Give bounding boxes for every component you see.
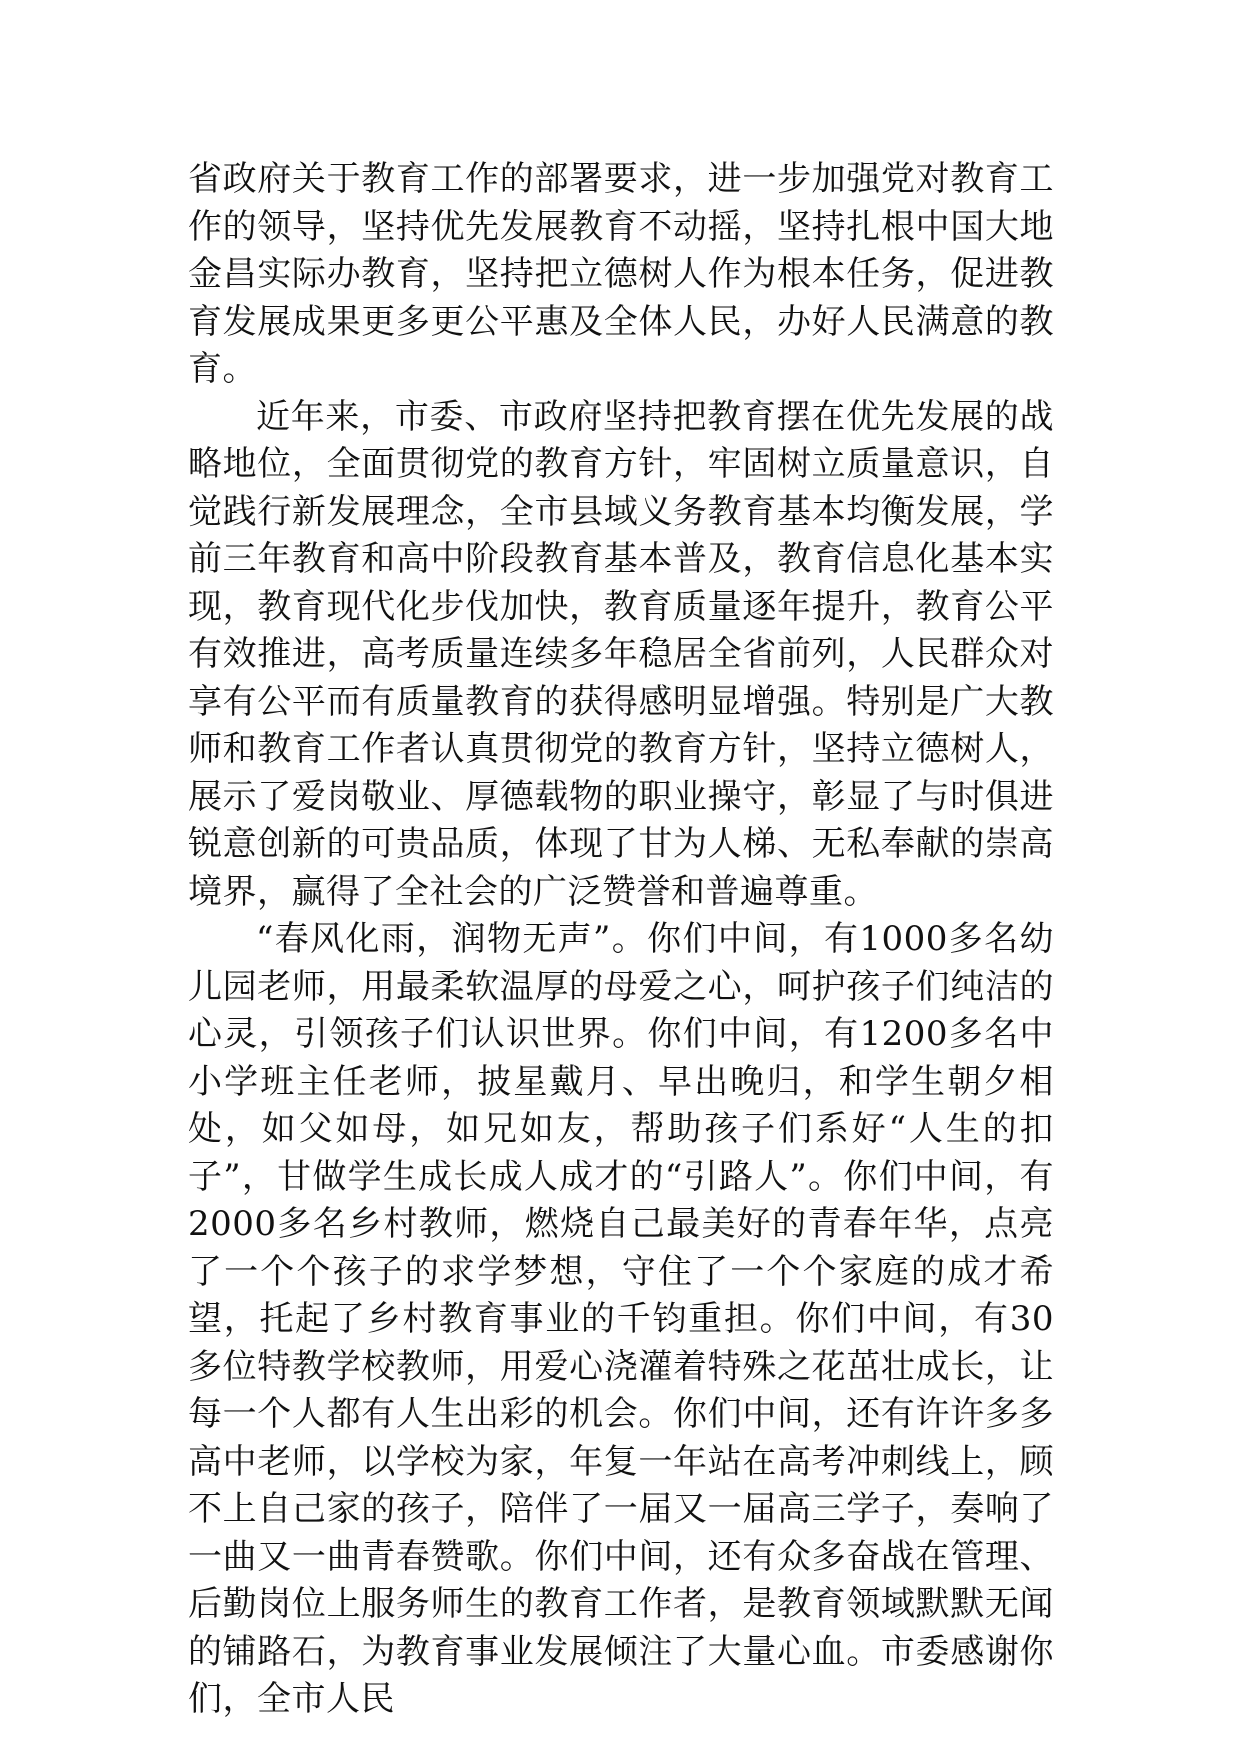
paragraph-continued: 省政府关于教育工作的部署要求，进一步加强党对教育工作的领导，坚持优先发展教育不动摇，坚持扎根中国大地金昌实际办教育，坚持把立德树人作为根本任务，促进教育发展成果更多更公平惠及全体人民，办好人民满意的教育。 xyxy=(188,159,1054,389)
body-text xyxy=(188,156,1054,1724)
paragraph-education-achievements: 近年来，市委、市政府坚持把教育摆在优先发展的战略地位，全面贯彻党的教育方针，牢固树立质量意识，自觉践行新发展理念，全市县域义务教育基本均衡发展，学前三年教育和高中阶段教育基本普及，教育信息化基本实现，教育现代化步伐加快，教育质量逐年提升，教育公平有效推进，高考质量连续多年稳居全省前列，人民群众对享有公平而有质量教育的获得感明显增强。特别是广大教师和教育工作者认真贯彻党的教育方针，坚持立德树人，展示了爱岗敬业、厚德载物的职业操守，彰显了与时俱进锐意创新的可贵品质，体现了甘为人梯、无私奉献的崇高境界，赢得了全社会的广泛赞誉和普遍尊重。 xyxy=(188,396,1054,912)
paragraph-teacher-tributes: “春风化雨，润物无声”。你们中间，有1000多名幼儿园老师，用最柔软温厚的母爱之心，呵护孩子们纯洁的心灵，引领孩子们认识世界。你们中间，有1200多名中小学班主任老师，披星戴月、早出晚归，和学生朝夕相处，如父如母，如兄如友，帮助孩子们系好“人生的扣子”，甘做学生成长成人成才的“引路人”。你们中间，有2000多名乡村教师，燃烧自己最美好的青春年华，点亮了一个个孩子的求学梦想，守住了一个个家庭的成才希望，托起了乡村教育事业的千钧重担。你们中间，有30多位特教学校教师，用爱心浇灌着特殊之花茁壮成长，让每一个人都有人生出彩的机会。你们中间，还有许许多多高中老师，以学校为家，年复一年站在高考冲刺线上，顾不上自己家的孩子，陪伴了一届又一届高三学子，奏响了一曲又一曲青春赞歌。你们中间，还有众多奋战在管理、后勤岗位上服务师生的教育工作者，是教育领域默默无闻的铺路石，为教育事业发展倾注了大量心血。市委感谢你们，全市人民 xyxy=(188,919,1054,1719)
